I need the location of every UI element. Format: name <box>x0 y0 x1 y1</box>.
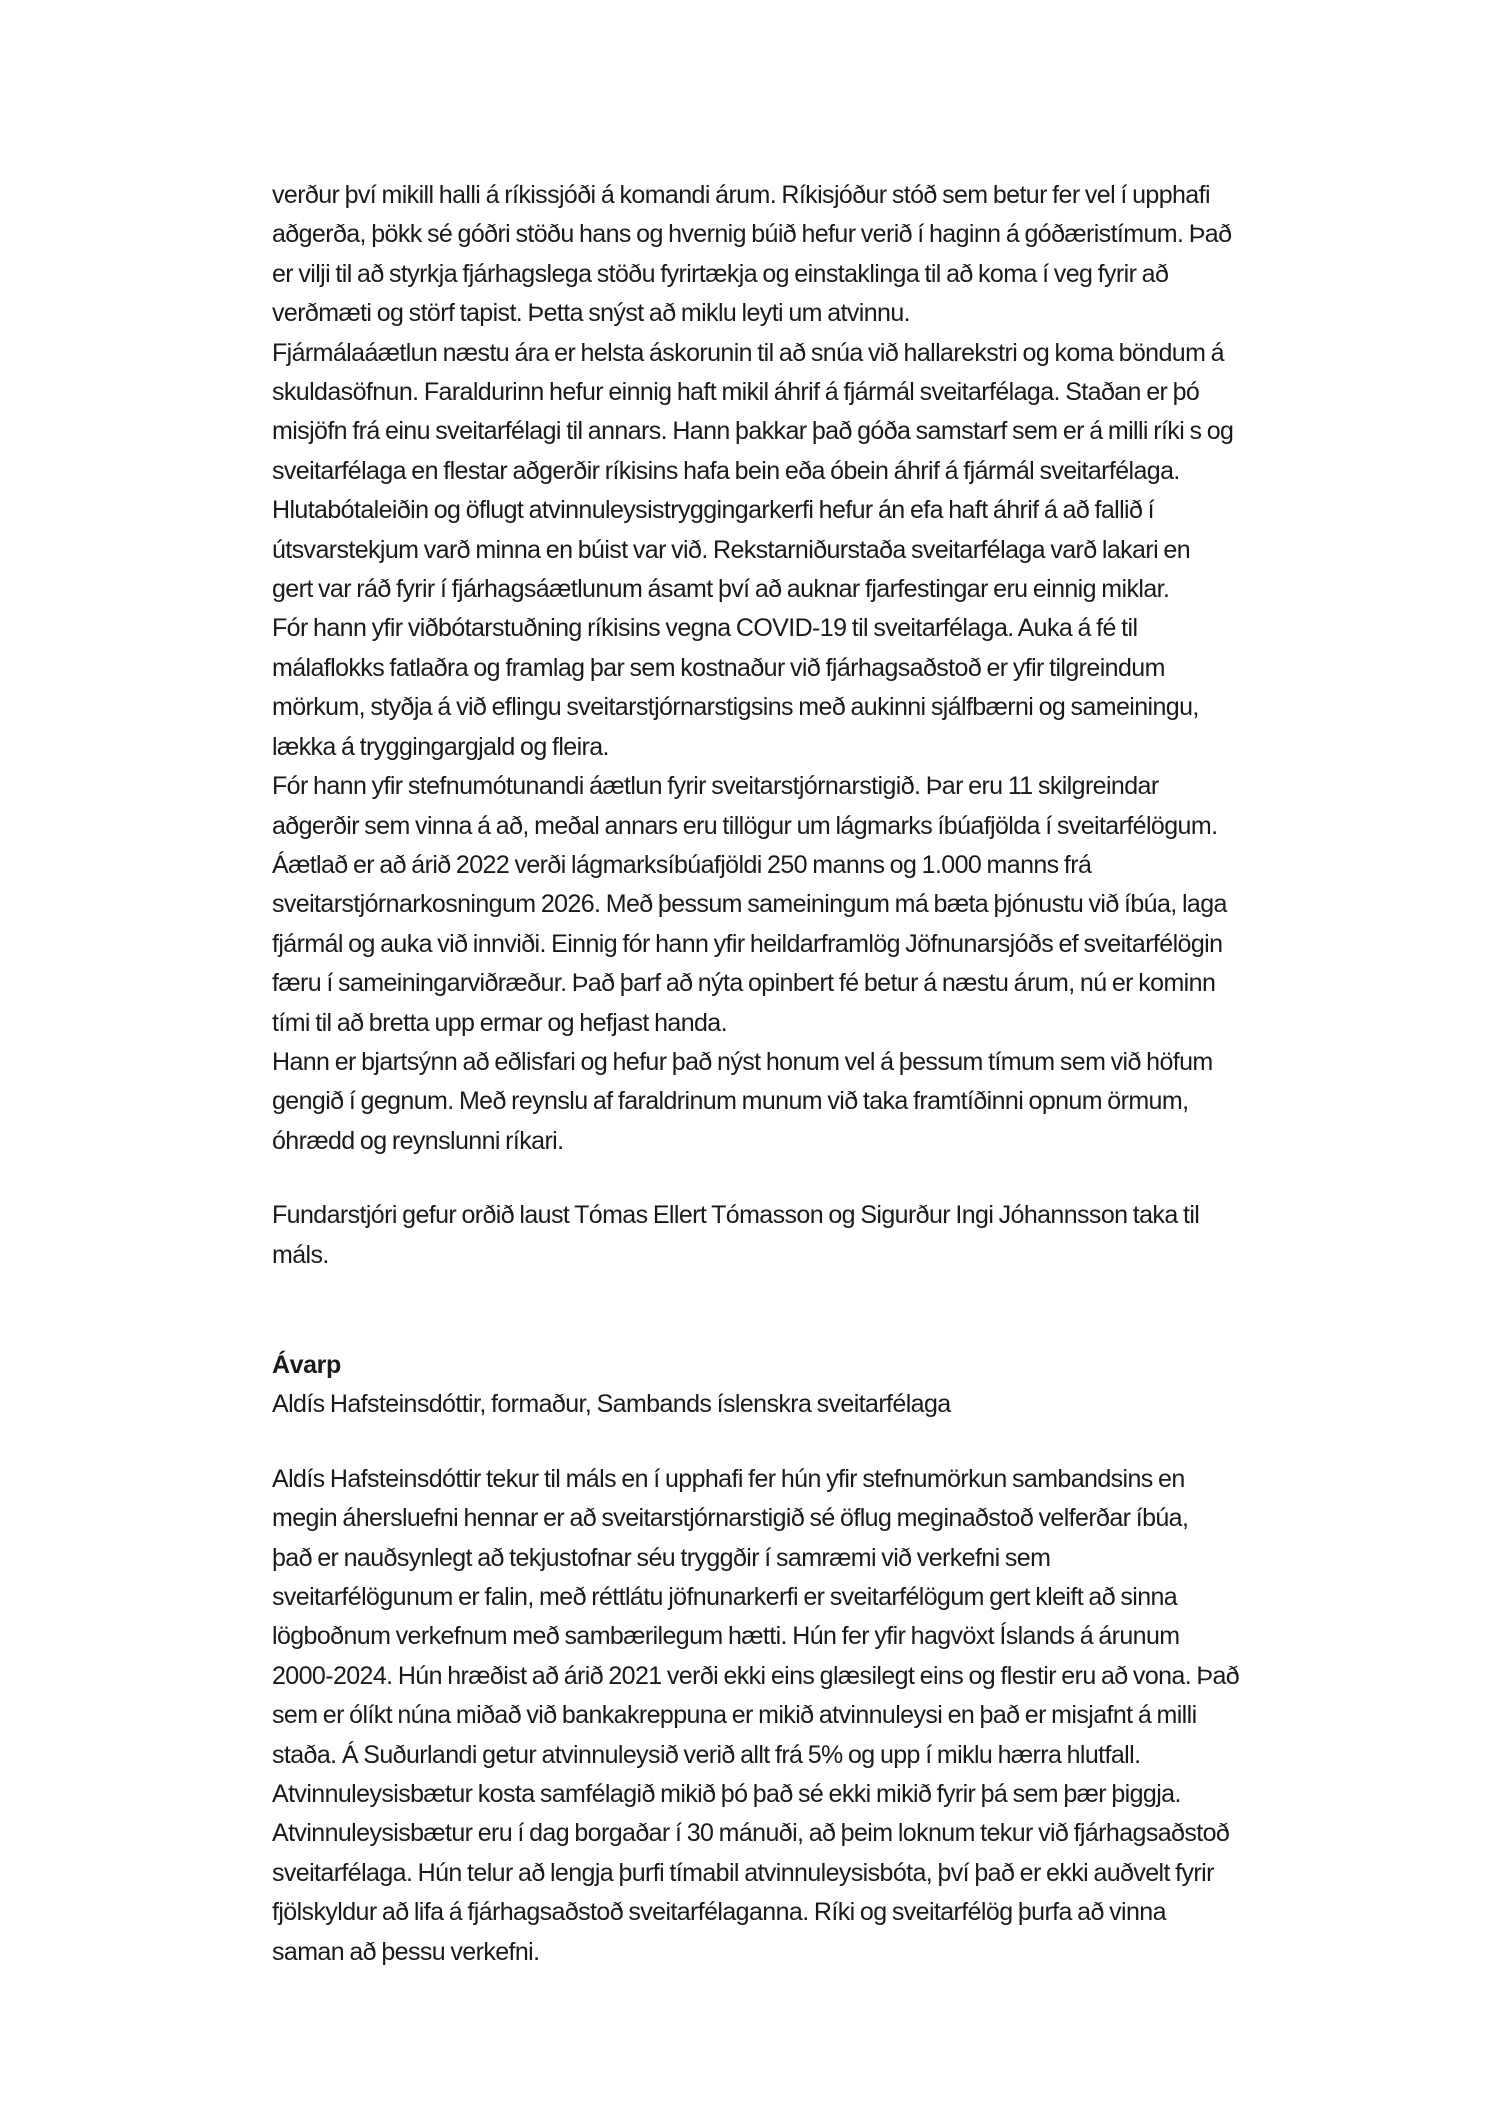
text-line: saman að þessu verkefni. <box>272 1937 540 1966</box>
text-line: 2000-2024. Hún hræðist að árið 2021 verði ekki eins glæsilegt eins og flestir eru að vona. Það <box>272 1661 1240 1690</box>
address-paragraph <box>272 1460 1312 1972</box>
text-line: er vilji til að styrkja fjárhagslega stöðu fyrirtækja og einstaklinga til að koma í veg fyrir að <box>272 259 1169 288</box>
text-line: Atvinnuleysisbætur kosta samfélagið mikið þó það sé ekki mikið fyrir þá sem þær þiggja. <box>272 1780 1181 1809</box>
text-line: mörkum, styðja á við eflingu sveitarstjórnarstigsins með aukinni sjálfbærni og sameiningu, <box>272 693 1199 722</box>
text-line: Fundarstjóri gefur orðið laust Tómas Ellert Tómasson og Sigurður Ingi Jóhannsson taka til <box>272 1201 1200 1230</box>
minutes-paragraph-main <box>272 176 1312 1161</box>
text-line: Aldís Hafsteinsdóttir tekur til máls en í upphafi fer hún yfir stefnumörkun sambandsins en <box>272 1464 1185 1493</box>
text-line: skuldasöfnun. Faraldurinn hefur einnig haft mikil áhrif á fjármál sveitarfélaga. Staðan er þó <box>272 378 1200 407</box>
text-line: lögboðnum verkefnum með sambærilegum hætti. Hún fer yfir hagvöxt Íslands á árunum <box>272 1622 1180 1651</box>
text-line: Hann er bjartsýnn að eðlisfari og hefur það nýst honum vel á þessum tímum sem við höfum <box>272 1047 1213 1076</box>
text-line: gert var ráð fyrir í fjárhagsáætlunum ásamt því að auknar fjarfestingar eru einnig miklar. <box>272 575 1170 604</box>
text-line: óhrædd og reynslunni ríkari. <box>272 1126 564 1155</box>
text-line: sveitarstjórnarkosningum 2026. Með þessum sameiningum má bæta þjónustu við íbúa, laga <box>272 890 1227 919</box>
text-line: verður því mikill halli á ríkissjóði á komandi árum. Ríkisjóður stóð sem betur fer vel í upphafi <box>272 181 1210 209</box>
document-page <box>272 176 1312 1972</box>
text-line: megin áhersluefni hennar er að sveitarstjórnarstigið sé öflug meginaðstoð velferðar íbúa, <box>272 1504 1189 1533</box>
section-heading: Ávarp <box>272 1350 341 1379</box>
text-line: misjöfn frá einu sveitarfélagi til annars. Hann þakkar það góða samstarf sem er á milli ríki s og <box>272 417 1234 446</box>
text-line: fjármál og auka við innviði. Einnig fór hann yfir heildarframlög Jöfnunarsjóðs ef sveitarfélögin <box>272 929 1223 958</box>
text-line: Atvinnuleysisbætur eru í dag borgaðar í 30 mánuði, að þeim loknum tekur við fjárhagsaðstoð <box>272 1819 1230 1848</box>
text-line: Fór hann yfir viðbótarstuðning ríkisins vegna COVID-19 til sveitarfélaga. Auka á fé til <box>272 614 1138 643</box>
text-line: Hlutabótaleiðin og öflugt atvinnuleysistryggingarkerfi hefur án efa haft áhrif á að fallið í <box>272 496 1154 525</box>
paragraph-spacer <box>272 1425 1312 1460</box>
text-line: Fór hann yfir stefnumótunandi áætlun fyrir sveitarstjórnarstigið. Þar eru 11 skilgreindar <box>272 772 1159 801</box>
text-line: aðgerðir sem vinna á að, meðal annars eru tillögur um lágmarks íbúafjölda í sveitarfélögum. <box>272 811 1218 840</box>
paragraph-spacer <box>272 1161 1312 1196</box>
text-line: gengið í gegnum. Með reynslu af faraldrinum munum við taka framtíðinni opnum örmum, <box>272 1087 1189 1116</box>
text-line: Fjármálaáætlun næstu ára er helsta áskorunin til að snúa við hallarekstri og koma böndum á <box>272 338 1224 367</box>
section-spacer <box>272 1275 1312 1346</box>
text-line: staða. Á Suðurlandi getur atvinnuleysið verið allt frá 5% og upp í miklu hærra hlutfall. <box>272 1740 1141 1769</box>
speaker-line: Aldís Hafsteinsdóttir, formaður, Sambands íslenskra sveitarfélaga <box>272 1390 951 1419</box>
text-line: það er nauðsynlegt að tekjustofnar séu tryggðir í samræmi við verkefni sem <box>272 1543 1051 1572</box>
text-line: fjölskyldur að lifa á fjárhagsaðstoð sveitarfélaganna. Ríki og sveitarfélög þurfa að vinna <box>272 1898 1166 1927</box>
text-line: máls. <box>272 1240 329 1269</box>
text-line: sveitarfélögunum er falin, með réttlátu jöfnunarkerfi er sveitarfélögum gert kleift að sinna <box>272 1583 1178 1611</box>
text-line: verðmæti og störf tapist. Þetta snýst að miklu leyti um atvinnu. <box>272 299 910 328</box>
text-line: málaflokks fatlaðra og framlag þar sem kostnaður við fjárhagsaðstoð er yfir tilgreindum <box>272 653 1165 682</box>
text-line: aðgerða, þökk sé góðri stöðu hans og hvernig búið hefur verið í haginn á góðæristímum. Það <box>272 220 1232 249</box>
text-line: sveitarfélaga en flestar aðgerðir ríkisins hafa bein eða óbein áhrif á fjármál sveitarfélaga. <box>272 456 1180 485</box>
text-line: tími til að bretta upp ermar og hefjast handa. <box>272 1008 727 1037</box>
chair-announcement-paragraph <box>272 1196 1312 1275</box>
text-line: sem er ólíkt núna miðað við bankakreppuna er mikið atvinnuleysi en það er misjafnt á milli <box>272 1701 1197 1730</box>
text-line: lækka á tryggingargjald og fleira. <box>272 732 609 761</box>
text-line: Áætlað er að árið 2022 verði lágmarksíbúafjöldi 250 manns og 1.000 manns frá <box>272 850 1092 879</box>
text-line: sveitarfélaga. Hún telur að lengja þurfi tímabil atvinnuleysisbóta, því það er ekki auðvelt fyrir <box>272 1858 1214 1887</box>
text-line: færu í sameiningarviðræður. Það þarf að nýta opinbert fé betur á næstu árum, nú er kominn <box>272 969 1216 998</box>
text-line: útsvarstekjum varð minna en búist var við. Rekstarniðurstaða sveitarfélaga varð lakari en <box>272 535 1190 564</box>
